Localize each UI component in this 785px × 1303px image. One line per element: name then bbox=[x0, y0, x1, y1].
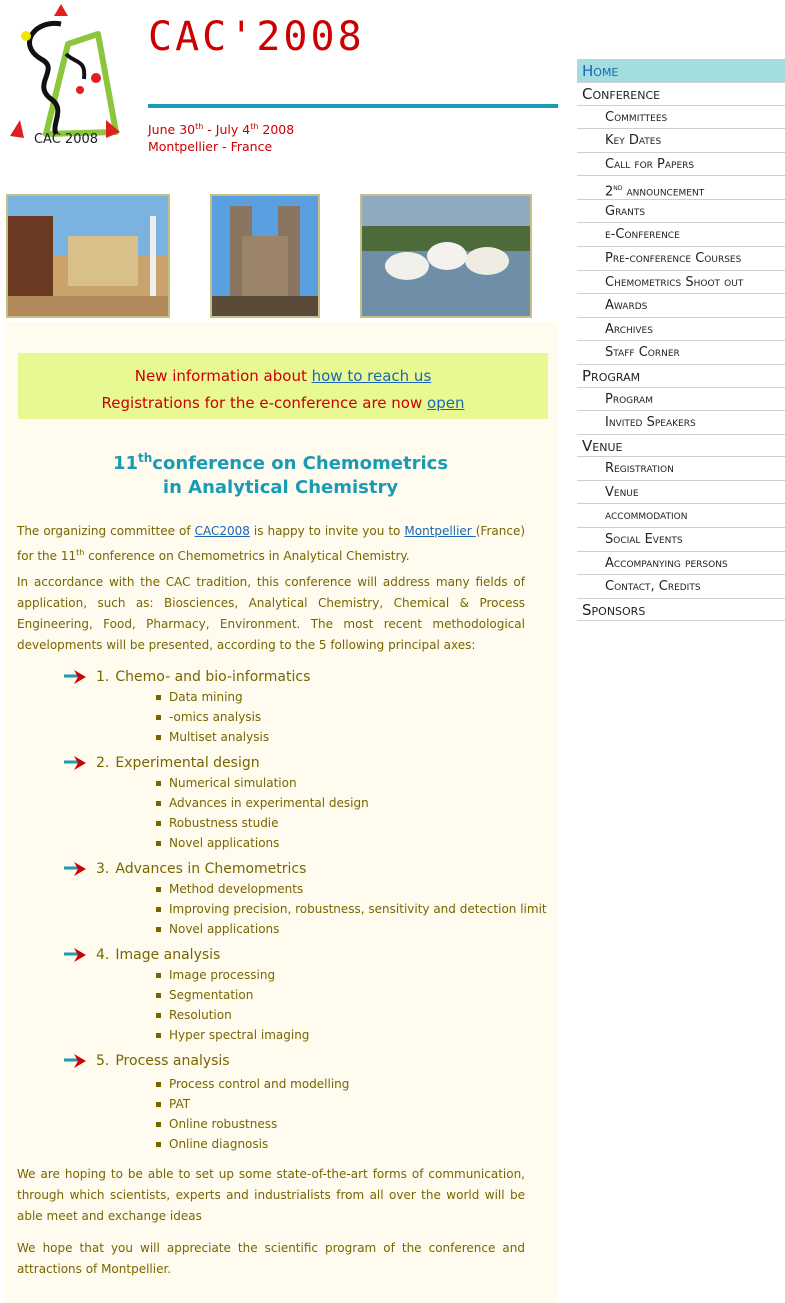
conference-title: 11thconference on Chemometrics in Analytical Chemistry bbox=[112, 451, 449, 498]
intro-paragraph-1: The organizing committee of CAC2008 is happy to invite you to Montpellier (France) for the 11th conference on Chemometrics in Analytical Chemistry. bbox=[17, 524, 526, 563]
list-item: Online robustness bbox=[156, 1114, 349, 1134]
nav-second-announcement[interactable]: 2nd announcement bbox=[577, 176, 785, 200]
nav-conference[interactable]: Conference bbox=[577, 83, 785, 106]
title-rule bbox=[148, 104, 558, 108]
cac2008-logo[interactable] bbox=[6, 4, 126, 152]
list-item: Image processing bbox=[156, 965, 309, 985]
site-title: CAC'2008 bbox=[148, 14, 365, 60]
list-item: Segmentation bbox=[156, 985, 309, 1005]
list-item: Online diagnosis bbox=[156, 1134, 349, 1154]
nav-invited-speakers[interactable]: Invited Speakers bbox=[577, 411, 785, 435]
nav-sponsors[interactable]: Sponsors bbox=[577, 599, 785, 622]
list-item: Improving precision, robustness, sensitivity and detection limit bbox=[156, 899, 547, 919]
axis-3: 3. Advances in Chemometrics Method developments Improving precision, robustness, sensitivity and detection limit Novel applications bbox=[64, 859, 547, 939]
list-item: -omics analysis bbox=[156, 707, 310, 727]
conference-dates: June 30th - July 4th 2008 Montpellier - France bbox=[148, 122, 295, 155]
nav-social-events[interactable]: Social Events bbox=[577, 528, 785, 552]
nav-staff-corner[interactable]: Staff Corner bbox=[577, 341, 785, 365]
nav-key-dates[interactable]: Key Dates bbox=[577, 129, 785, 153]
nav-home[interactable]: Home bbox=[577, 59, 785, 83]
nav-contact-credits[interactable]: Contact, Credits bbox=[577, 575, 785, 599]
list-item: Novel applications bbox=[156, 833, 369, 853]
photo-opera-carousel bbox=[6, 194, 170, 318]
nav-venue[interactable]: Venue bbox=[577, 435, 785, 458]
list-item: Robustness studie bbox=[156, 813, 369, 833]
announcement-box: New information about how to reach us Registrations for the e-conference are now open bbox=[18, 353, 548, 419]
nav-registration[interactable]: Registration bbox=[577, 457, 785, 481]
logo-text: CAC 2008 bbox=[33, 132, 99, 147]
nav-committees[interactable]: Committees bbox=[577, 106, 785, 130]
closing-paragraph-2: We hope that you will appreciate the scientific program of the conference and attractions of Montpellier. bbox=[17, 1241, 525, 1276]
axis-title: Advances in Chemometrics bbox=[115, 861, 307, 877]
arrow-icon bbox=[64, 670, 86, 684]
arrow-icon bbox=[64, 948, 86, 962]
arrow-icon bbox=[64, 1054, 86, 1068]
nav-grants[interactable]: Grants bbox=[577, 200, 785, 224]
list-item: Advances in experimental design bbox=[156, 793, 369, 813]
nav-accommodation[interactable]: accommodation bbox=[577, 504, 785, 528]
list-item: Hyper spectral imaging bbox=[156, 1025, 309, 1045]
nav-venue-sub[interactable]: Venue bbox=[577, 481, 785, 505]
arrow-icon bbox=[64, 756, 86, 770]
list-item: Data mining bbox=[156, 687, 310, 707]
nav-program[interactable]: Program bbox=[577, 365, 785, 388]
main-content bbox=[4, 322, 557, 1303]
nav-program-sub[interactable]: Program bbox=[577, 388, 785, 412]
axis-title: Process analysis bbox=[115, 1053, 230, 1069]
axis-1: 1. Chemo- and bio-informatics Data mining -omics analysis Multiset analysis bbox=[64, 667, 310, 747]
axis-title: Chemo- and bio-informatics bbox=[115, 669, 311, 685]
how-to-reach-us-link[interactable]: how to reach us bbox=[311, 367, 432, 385]
nav-awards[interactable]: Awards bbox=[577, 294, 785, 318]
intro-paragraph-2: In accordance with the CAC tradition, this conference will address many fields of application, such as: Biosciences, Analytical Chemistry, Chemical & Process Engineering, Food, Pharmacy, Environment. The most recent methodological developments will be presented, according to the 5 following principal axes: bbox=[17, 575, 525, 652]
list-item: Method developments bbox=[156, 879, 547, 899]
list-item: Multiset analysis bbox=[156, 727, 310, 747]
nav-pre-conference-courses[interactable]: Pre-conference Courses bbox=[577, 247, 785, 271]
arrow-icon bbox=[64, 862, 86, 876]
axis-2: 2. Experimental design Numerical simulation Advances in experimental design Robustness studie Novel applications bbox=[64, 753, 369, 853]
nav-e-conference[interactable]: e-Conference bbox=[577, 223, 785, 247]
axis-title: Experimental design bbox=[115, 755, 260, 771]
conference-location: Montpellier - France bbox=[148, 139, 273, 155]
sidebar-nav bbox=[577, 59, 785, 621]
list-item: Numerical simulation bbox=[156, 773, 369, 793]
list-item: PAT bbox=[156, 1094, 349, 1114]
registration-open-link[interactable]: open bbox=[427, 394, 465, 412]
list-item: Novel applications bbox=[156, 919, 547, 939]
nav-shoot-out[interactable]: Chemometrics Shoot out bbox=[577, 271, 785, 295]
photo-camargue-horses bbox=[360, 194, 532, 318]
nav-call-for-papers[interactable]: Call for Papers bbox=[577, 153, 785, 177]
axis-5: 5. Process analysis Process control and modelling PAT Online robustness Online diagnosis bbox=[64, 1051, 349, 1154]
nav-archives[interactable]: Archives bbox=[577, 318, 785, 342]
list-item: Process control and modelling bbox=[156, 1074, 349, 1094]
montpellier-link[interactable]: Montpellier bbox=[404, 524, 476, 538]
nav-accompanying-persons[interactable]: Accompanying persons bbox=[577, 552, 785, 576]
closing-paragraph-1: We are hoping to be able to set up some state-of-the-art forms of communication, through which scientists, experts and industrialists from all over the world will be able meet and exchange ideas bbox=[17, 1167, 525, 1223]
axis-4: 4. Image analysis Image processing Segmentation Resolution Hyper spectral imaging bbox=[64, 945, 309, 1045]
cac2008-link[interactable]: CAC2008 bbox=[194, 524, 250, 538]
photo-cathedral bbox=[210, 194, 320, 318]
axis-title: Image analysis bbox=[115, 947, 221, 963]
list-item: Resolution bbox=[156, 1005, 309, 1025]
